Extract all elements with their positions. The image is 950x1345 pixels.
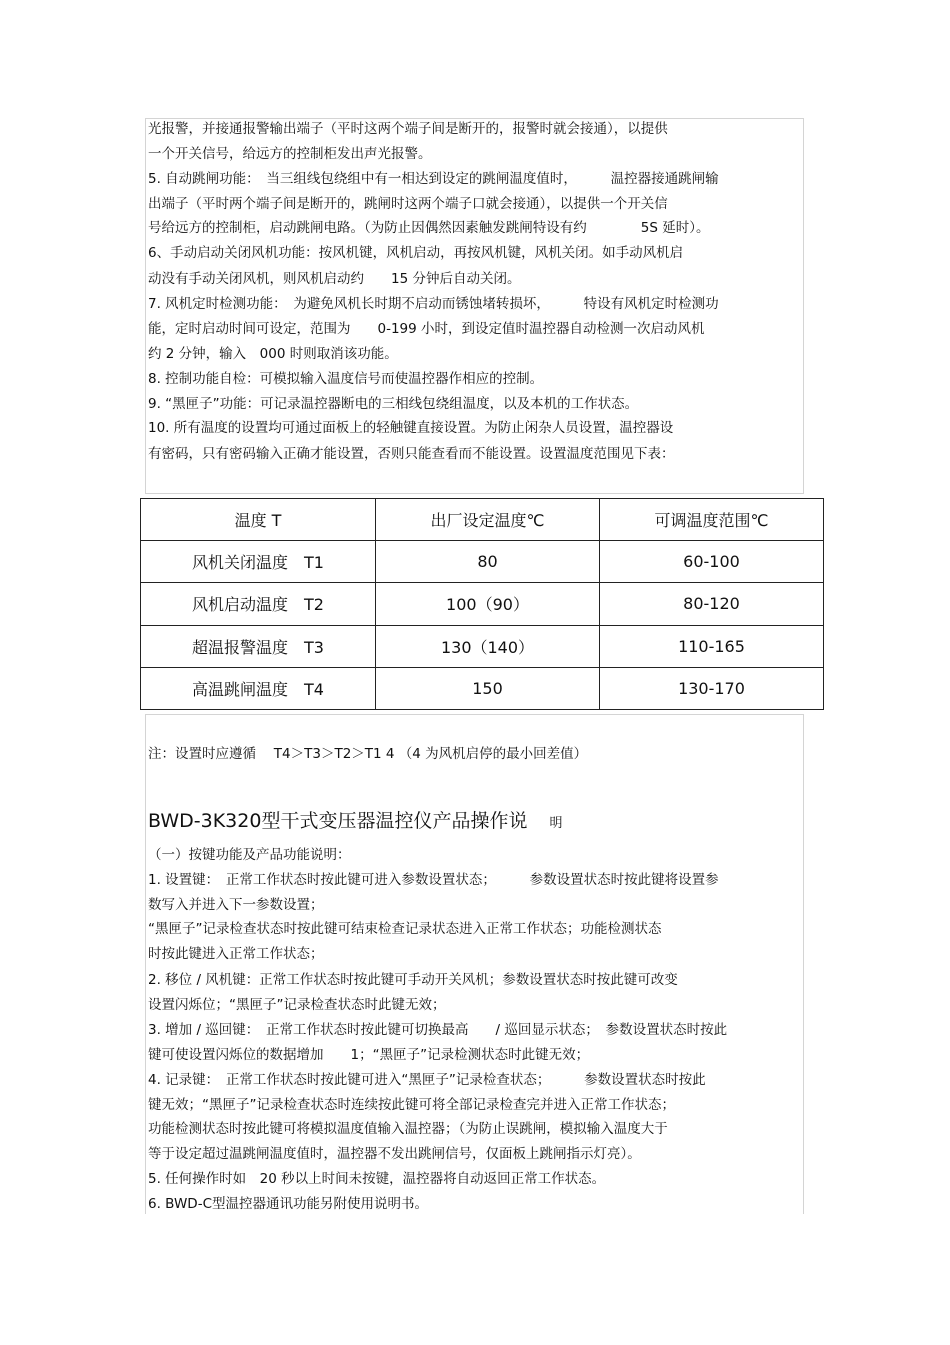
table-header-row (141, 499, 824, 541)
text-line: 光报警，并接通报警输出端子（平时这两个端子间是断开的，报警时就会接通），以提供 (148, 121, 668, 137)
text-line: 功能检测状态时按此键可将模拟温度值输入温控器；（为防止误跳闸，模拟输入温度大于 (148, 1121, 668, 1137)
manual-title (148, 806, 562, 833)
table-row (141, 583, 824, 625)
text-line: 5. 任何操作时如 20 秒以上时间未按键，温控器将自动返回正常工作状态。 (148, 1171, 606, 1187)
temperature-table (140, 498, 824, 710)
table-header-cell: 可调温度范围℃ (600, 499, 824, 541)
table-cell: 150 (376, 667, 600, 709)
table-cell: 110-165 (600, 625, 824, 667)
text-line: 数写入并进入下一参数设置； (148, 897, 324, 913)
text-line: “黑匣子”记录检查状态时按此键可结束检查记录状态进入正常工作状态；功能检测状态 (148, 921, 662, 937)
table-row (141, 625, 824, 667)
text-line: 2. 移位 / 风机键：正常工作状态时按此键可手动开关风机；参数设置状态时按此键可改变 (148, 972, 678, 988)
text-line: 键可使设置闪烁位的数据增加 1；“黑匣子”记录检测状态时此键无效； (148, 1047, 590, 1063)
text-line: 能，定时启动时间可设定，范围为 0-199 小时，到设定值时温控器自动检测一次启动风机 (148, 321, 705, 337)
manual-title-main: BWD-3K320型干式变压器温控仪产品操作说 (148, 810, 528, 832)
text-line: 5. 自动跳闸功能： 当三组线包绕组中有一相达到设定的跳闸温度值时， 温控器接通跳闸输 (148, 171, 719, 187)
table-cell: 超温报警温度 T3 (141, 625, 376, 667)
text-line: 10. 所有温度的设置均可通过面板上的轻触键直接设置。为防止闲杂人员设置，温控器设 (148, 420, 674, 436)
text-line: 9. “黑匣子”功能：可记录温控器断电的三相线包绕组温度，以及本机的工作状态。 (148, 396, 639, 412)
table-cell: 100（90） (376, 583, 600, 625)
text-line: 出端子（平时两个端子间是断开的，跳闸时这两个端子口就会接通），以提供一个开关信 (148, 196, 668, 212)
text-line: 动没有手动关闭风机，则风机启动约 15 分钟后自动关闭。 (148, 271, 521, 287)
section2-frame (145, 714, 804, 1214)
text-line: 一个开关信号，给远方的控制柜发出声光报警。 (148, 146, 432, 162)
text-line: 号给远方的控制柜，启动跳闸电路。（为防止因偶然因素触发跳闸特设有约 5S 延时）。 (148, 220, 710, 236)
table-note: 注：设置时应遵循 T4＞T3＞T2＞T1 4 （4 为风机启停的最小回差值） (148, 746, 588, 762)
text-line: 4. 记录键： 正常工作状态时按此键可进入“黑匣子”记录检查状态； 参数设置状态时按此 (148, 1072, 706, 1088)
table-cell: 高温跳闸温度 T4 (141, 667, 376, 709)
text-line: 约 2 分钟，输入 000 时则取消该功能。 (148, 346, 398, 362)
text-line: 7. 风机定时检测功能： 为避免风机长时期不启动而锈蚀堵转损坏， 特设有风机定时检测功 (148, 296, 719, 312)
table-cell: 80 (376, 541, 600, 583)
table-cell: 风机关闭温度 T1 (141, 541, 376, 583)
table-header-cell: 温度 T (141, 499, 376, 541)
table-cell: 风机启动温度 T2 (141, 583, 376, 625)
table-cell: 60-100 (600, 541, 824, 583)
text-line: （一）按键功能及产品功能说明： (148, 847, 351, 863)
text-line: 时按此键进入正常工作状态； (148, 946, 324, 962)
table-cell: 130-170 (600, 667, 824, 709)
table-cell: 80-120 (600, 583, 824, 625)
table-header-cell: 出厂设定温度℃ (376, 499, 600, 541)
manual-title-suffix: 明 (549, 816, 563, 831)
text-line: 键无效；“黑匣子”记录检查状态时连续按此键可将全部记录检查完并进入正常工作状态； (148, 1097, 675, 1113)
text-line: 有密码，只有密码输入正确才能设置，否则只能查看而不能设置。设置温度范围见下表： (148, 446, 675, 462)
text-line: 设置闪烁位；“黑匣子”记录检查状态时此键无效； (148, 997, 446, 1013)
table-cell: 130（140） (376, 625, 600, 667)
text-line: 6、手动启动关闭风机功能：按风机键，风机启动，再按风机键，风机关闭。如手动风机启 (148, 245, 684, 261)
text-line: 1. 设置键： 正常工作状态时按此键可进入参数设置状态； 参数设置状态时按此键将设置参 (148, 872, 719, 888)
text-line: 3. 增加 / 巡回键： 正常工作状态时按此键可切换最高 / 巡回显示状态； 参数设置状态时按此 (148, 1022, 728, 1038)
text-line: 8. 控制功能自检：可模拟输入温度信号而使温控器作相应的控制。 (148, 371, 544, 387)
text-line: 6. BWD-C型温控器通讯功能另附使用说明书。 (148, 1196, 428, 1212)
table-row (141, 667, 824, 709)
table-row (141, 541, 824, 583)
text-line: 等于设定超过温跳闸温度值时，温控器不发出跳闸信号，仅面板上跳闸指示灯亮）。 (148, 1146, 641, 1162)
